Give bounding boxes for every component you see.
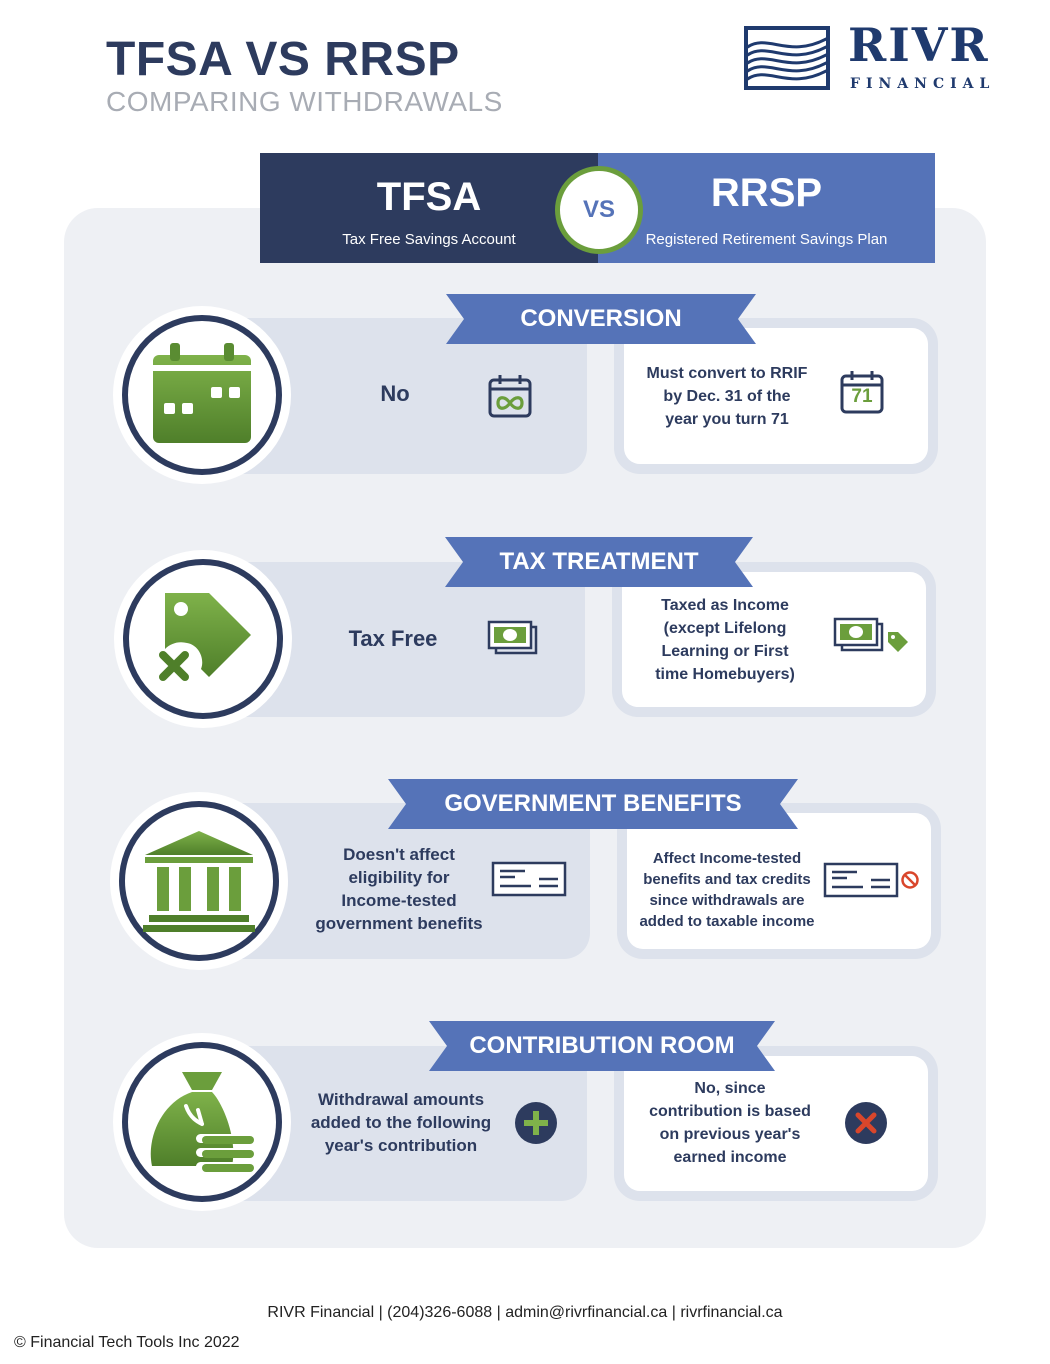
government-benefits-heading-text: GOVERNMENT BENEFITS xyxy=(444,790,742,817)
conversion-icon-circle xyxy=(113,306,291,484)
plus-circle-icon xyxy=(514,1101,558,1145)
rrsp-subtitle: Registered Retirement Savings Plan xyxy=(645,231,888,248)
tfsa-subtitle: Tax Free Savings Account xyxy=(342,231,516,248)
tax-treatment-heading xyxy=(445,537,753,587)
conversion-heading xyxy=(446,294,756,344)
benefits-icon-circle xyxy=(110,792,288,970)
cheque-icon xyxy=(491,861,567,897)
tax-tfsa-text: Tax Free xyxy=(348,626,438,651)
benefits-tfsa-text: Doesn't affect eligibility for Income-tested government benefits xyxy=(315,845,483,933)
conversion-tfsa-text: No xyxy=(380,381,410,406)
calendar-71-icon: 71 xyxy=(838,368,886,416)
cash-stack-icon xyxy=(486,619,540,659)
rrsp-title: RRSP xyxy=(710,171,823,215)
price-tag-x-icon xyxy=(143,579,263,699)
x-circle-icon xyxy=(844,1101,888,1145)
calendar-infinity-icon xyxy=(486,372,534,420)
calendar-icon xyxy=(142,335,262,455)
cheque-blocked-icon xyxy=(823,862,923,898)
contact-footer: RIVR Financial | (204)326-6088 | admin@rivrfinancial.ca | rivrfinancial.ca xyxy=(267,1304,783,1321)
room-icon-circle xyxy=(113,1033,291,1211)
tax-icon-circle xyxy=(114,550,292,728)
copyright: © Financial Tech Tools Inc 2022 xyxy=(14,1334,240,1351)
rrsp-column-header xyxy=(598,153,935,263)
benefits-rrsp-text: Affect Income-tested benefits and tax credits since withdrawals are added to taxable income xyxy=(639,850,815,930)
tfsa-title: TFSA xyxy=(376,175,482,219)
tax-treatment-heading-text: TAX TREATMENT xyxy=(499,548,699,575)
logo-wordmark: RIVR xyxy=(848,18,990,72)
room-tfsa-text: Withdrawal amounts added to the following year's contribution xyxy=(310,1090,492,1155)
logo-subtext: FINANCIAL xyxy=(850,76,996,92)
company-logo xyxy=(744,18,1004,96)
tax-rrsp-text: Taxed as Income (except Lifelong Learning or First time Homebuyers) xyxy=(655,597,795,683)
conversion-rrsp-text: Must convert to RRIF by Dec. 31 of the year you turn 71 xyxy=(646,365,808,428)
contribution-room-heading-text: CONTRIBUTION ROOM xyxy=(469,1032,735,1059)
tfsa-column-header xyxy=(260,153,598,263)
government-benefits-heading xyxy=(388,779,798,829)
conversion-heading-text: CONVERSION xyxy=(520,305,682,332)
page-title: TFSA VS RRSP xyxy=(106,33,460,86)
money-bag-icon xyxy=(142,1062,262,1182)
logo-waves-icon xyxy=(744,26,830,90)
contribution-room-heading xyxy=(429,1021,775,1071)
vs-badge: VS xyxy=(555,166,643,254)
room-rrsp-text: No, since contribution is based on previous year's earned income xyxy=(649,1080,811,1166)
page-subtitle: COMPARING WITHDRAWALS xyxy=(106,86,503,117)
government-building-icon xyxy=(139,821,259,941)
cash-stack-tag-icon xyxy=(832,616,912,658)
